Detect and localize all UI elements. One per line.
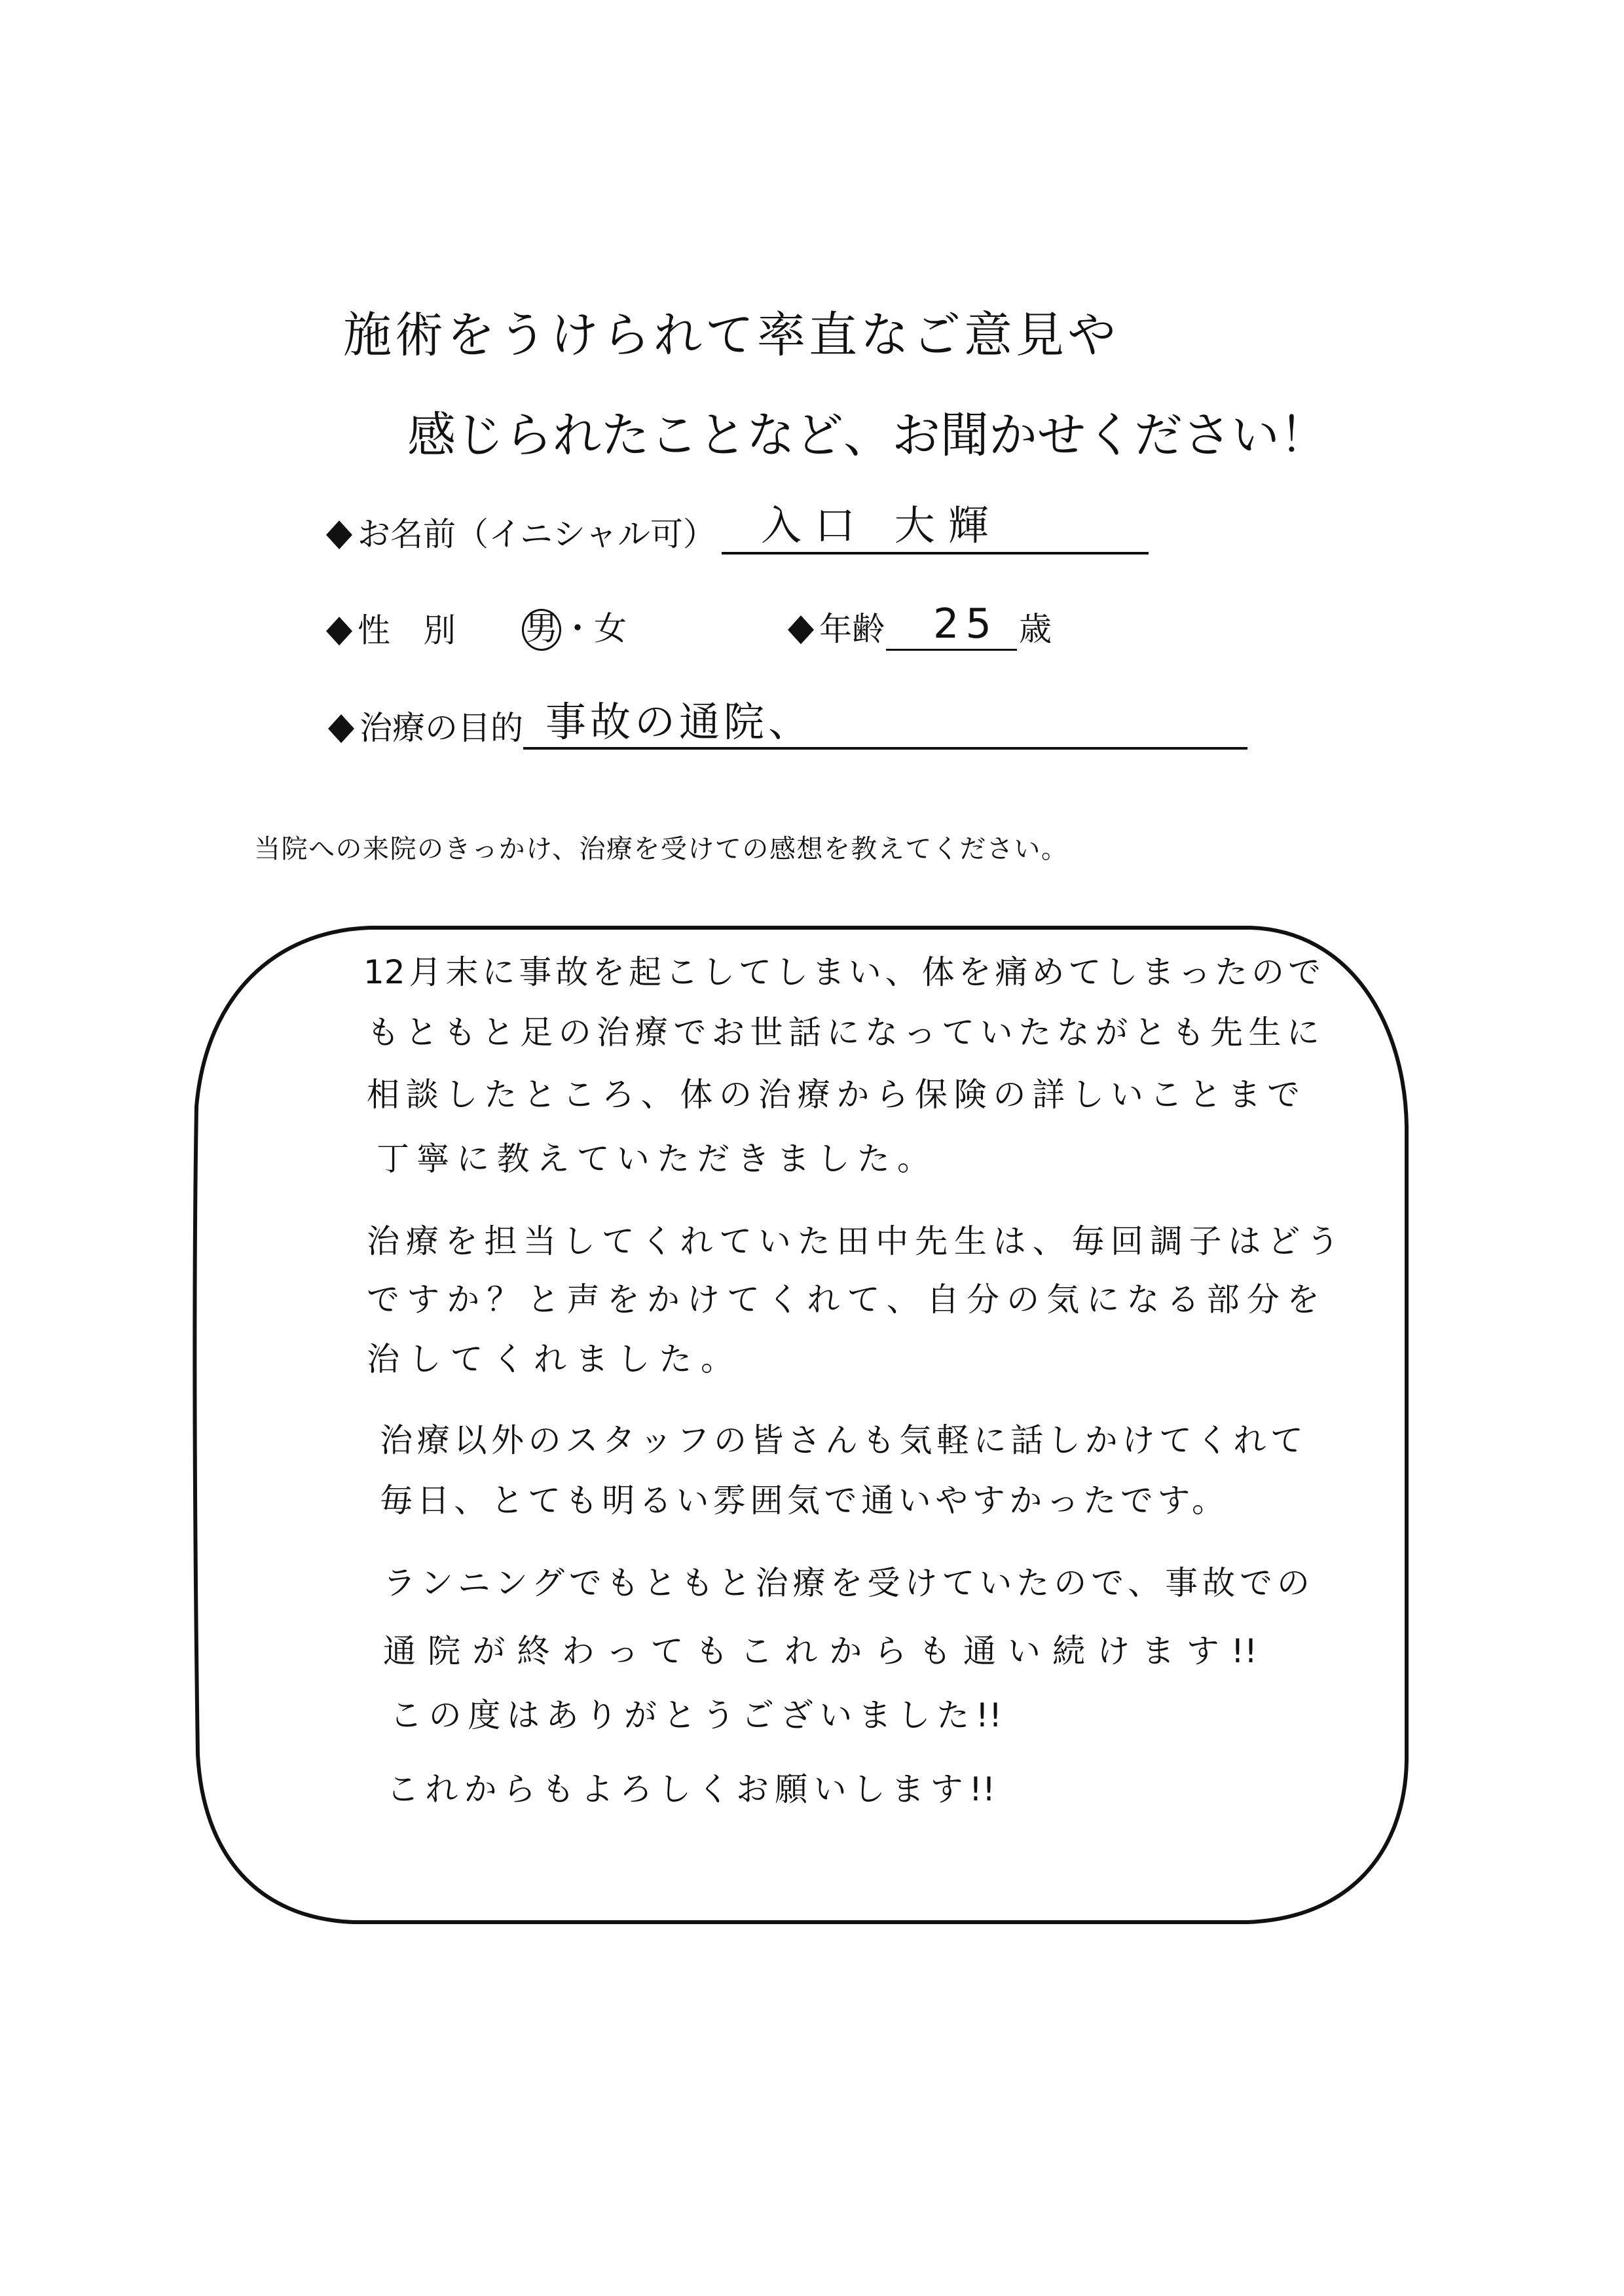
age-unit: 歳 <box>1019 610 1052 648</box>
comment-line: もともと足の治療でお世話になっていたながとも先生に <box>367 1013 1320 1051</box>
purpose-label: 治療の目的 <box>360 709 523 747</box>
comment-line: ランニングでもともと治療を受けていたので、事故での <box>383 1564 1310 1602</box>
comment-line: 相談したところ、体の治療から保険の詳しいことまで <box>367 1076 1300 1114</box>
comment-line: 丁寧に教えていただきました。 <box>377 1140 930 1178</box>
comment-line: これからもよろしくお願いします!! <box>386 1770 995 1808</box>
purpose-field-value[interactable]: 事故の通院、 <box>545 698 813 746</box>
age-label: 年齢 <box>819 610 885 648</box>
comment-line: 治療以外のスタッフの皆さんも気軽に話しかけてくれて <box>380 1421 1303 1459</box>
comment-line: 治してくれました。 <box>367 1340 733 1378</box>
gender-separator: ・ <box>561 610 594 647</box>
comment-prompt: 当院への来院のきっかけ、治療を受けての感想を教えてください。 <box>254 834 1069 864</box>
gender-label-1: 性 <box>358 611 390 649</box>
name-field-value[interactable]: 入口 大輝 <box>761 501 1002 549</box>
form-title-line-2: 感じられたことなど、お聞かせください！ <box>407 407 1328 464</box>
gender-option-female[interactable]: 女 <box>594 610 627 647</box>
comment-line: 通院が終わってもこれからも通い続けます!! <box>383 1632 1257 1670</box>
gender-option-male[interactable]: 男 <box>522 609 561 651</box>
form-title-line-1: 施術をうけられて率直なご意見や <box>343 307 1119 363</box>
comment-line: 毎日、とても明るい雰囲気で通いやすかったです。 <box>380 1482 1225 1520</box>
comment-line: ですか？と声をかけてくれて、自分の気になる部分を <box>367 1281 1320 1319</box>
comment-line: 12月末に事故を起こしてしまい、体を痛めてしまったので <box>363 953 1321 991</box>
name-label: お名前（イニシャル可） <box>358 515 716 553</box>
age-field-value[interactable]: 25 <box>933 600 998 647</box>
comment-line: 治療を担当してくれていた田中先生は、毎回調子はどう <box>367 1222 1339 1260</box>
comment-line: この度はありがとうございました!! <box>390 1696 1002 1734</box>
gender-label-2: 別 <box>423 611 456 649</box>
